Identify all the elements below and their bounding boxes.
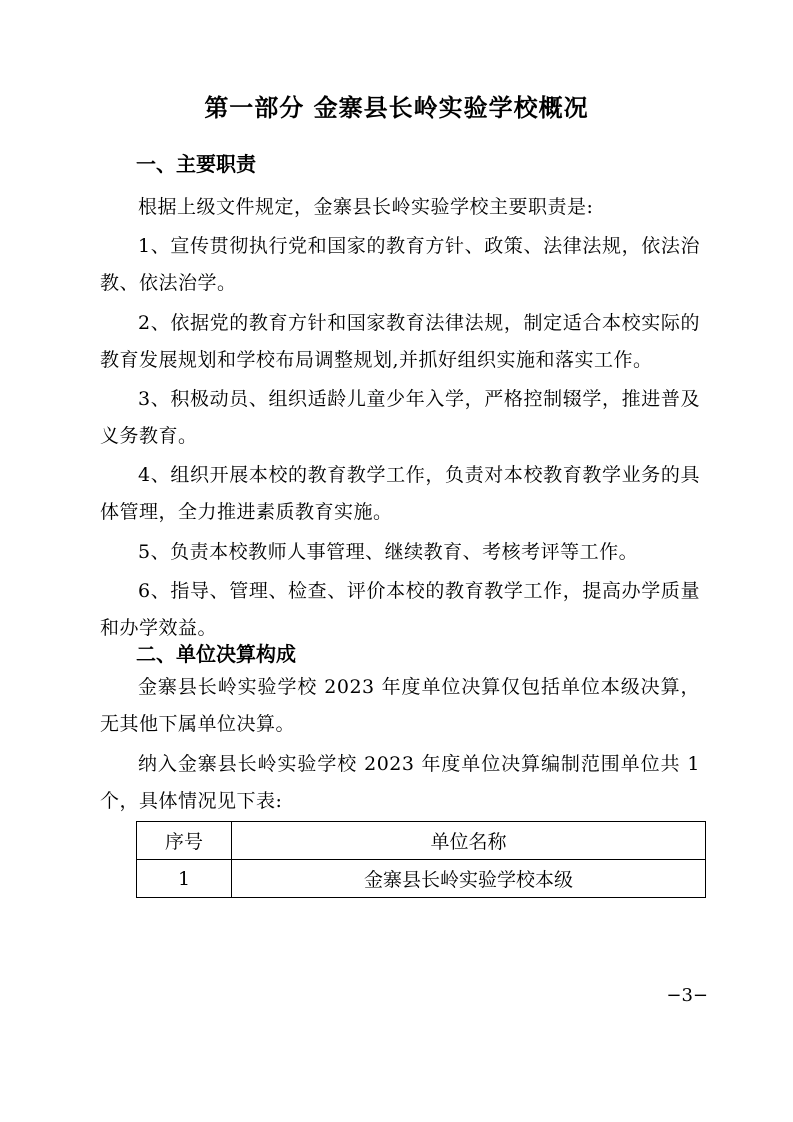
header-unit-name: 单位名称 [232, 822, 706, 860]
header-seq: 序号 [137, 822, 232, 860]
duty-item: 5、负责本校教师人事管理、继续教育、考核考评等工作。 [138, 541, 639, 563]
table-header-row [137, 822, 706, 860]
unit-table [136, 821, 706, 898]
cell-unit-name: 金寨县长岭实验学校本级 [232, 860, 706, 898]
table-row [137, 860, 706, 898]
page-title: 第一部分 金寨县长岭实验学校概况 [204, 93, 589, 122]
cell-seq: 1 [137, 860, 232, 898]
section-heading-duties: 一、主要职责 [136, 152, 256, 176]
composition-para: 金寨县长岭实验学校 2023 年度单位决算仅包括单位本级决算，无其他下属单位决算。 [100, 676, 700, 735]
duty-item: 1、宣传贯彻执行党和国家的教育方针、政策、法律法规，依法治教、依法治学。 [100, 235, 700, 294]
duty-item: 4、组织开展本校的教育教学工作，负责对本校教育教学业务的具体管理，全力推进素质教育实施。 [100, 464, 700, 523]
section-heading-composition: 二、单位决算构成 [136, 642, 296, 666]
duty-item: 3、积极动员、组织适龄儿童少年入学，严格控制辍学，推进普及义务教育。 [100, 388, 700, 447]
page-number: −3− [666, 985, 708, 1006]
duty-item: 6、指导、管理、检查、评价本校的教育教学工作，提高办学质量和办学效益。 [100, 580, 700, 639]
duty-item: 2、依据党的教育方针和国家教育法律法规，制定适合本校实际的教育发展规划和学校布局调整规划,并抓好组织实施和落实工作。 [100, 312, 700, 371]
composition-para: 纳入金寨县长岭实验学校 2023 年度单位决算编制范围单位共 1 个，具体情况见下表: [100, 753, 700, 812]
duties-intro: 根据上级文件规定，金寨县长岭实验学校主要职责是: [138, 196, 594, 218]
